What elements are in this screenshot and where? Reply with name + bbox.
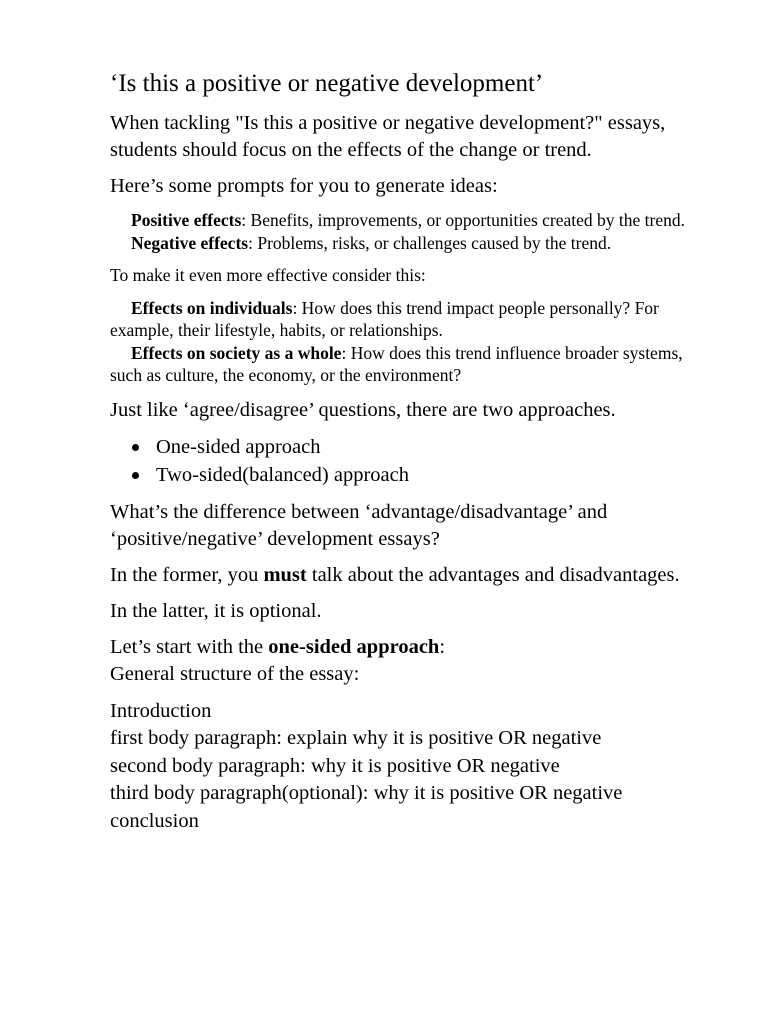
effects-list (110, 209, 708, 254)
prompts-intro: Here’s some prompts for you to generate ideas: (110, 175, 498, 197)
former-post: talk about the advantages and disadvantages. (306, 563, 680, 586)
former-paragraph (110, 562, 708, 589)
effect-term: Negative effects (131, 232, 249, 253)
bullet-icon (132, 472, 139, 479)
start-emphasis: one-sided approach (268, 635, 440, 658)
start-block (110, 634, 708, 689)
difference-question: What’s the difference between ‘advantage/disadvantage’ and ‘positive/negative’ development essays? (110, 500, 608, 550)
approach-label: Two-sided(balanced) approach (156, 463, 409, 486)
effect-term: Positive effects (131, 210, 242, 230)
list-item (130, 461, 708, 489)
effect-item-positive (110, 209, 708, 232)
approach-label: One-sided approach (156, 435, 321, 458)
considerations-list (110, 297, 708, 387)
structure-item: conclusion (110, 809, 199, 832)
structure-item: first body paragraph: explain why it is positive OR negative (110, 727, 602, 749)
consideration-text: : How does this trend impact people personally? For example, their lifestyle, habits, or relationships. (110, 297, 659, 340)
structure-item: Introduction (110, 699, 212, 722)
effect-text: : Benefits, improvements, or opportunities created by the trend. (241, 210, 686, 230)
former-emphasis: must (263, 563, 307, 586)
effect-text: : Problems, risks, or challenges caused by the trend. (248, 232, 612, 253)
consider-intro: To make it even more effective consider this: (110, 265, 426, 285)
essay-structure-list (110, 698, 708, 836)
consideration-term: Effects on individuals (131, 297, 293, 318)
consideration-text: : How does this trend influence broader systems, such as culture, the economy, or the environment? (110, 342, 683, 385)
consideration-term: Effects on society as a whole (131, 342, 342, 363)
structure-item: third body paragraph(optional): why it is positive OR negative (110, 782, 623, 804)
approaches-intro: Just like ‘agree/disagree’ questions, there are two approaches. (110, 398, 616, 421)
latter-paragraph: In the latter, it is optional. (110, 599, 322, 622)
effect-item-negative (110, 232, 708, 255)
structure-heading: General structure of the essay: (110, 663, 360, 685)
consideration-item-society (110, 342, 708, 387)
intro-paragraph: When tackling "Is this a positive or negative development?" essays, students should focus on the effects of the change or trend. (110, 112, 666, 161)
approaches-list (130, 433, 708, 489)
start-pre: Let’s start with the (110, 635, 269, 658)
start-line (110, 634, 708, 662)
start-post: : (439, 635, 446, 658)
bullet-icon (132, 444, 139, 451)
structure-item: second body paragraph: why it is positive OR negative (110, 754, 560, 777)
former-pre: In the former, you (110, 563, 264, 586)
list-item (130, 433, 708, 461)
consideration-item-individuals (110, 297, 708, 342)
document-title: ‘Is this a positive or negative development’ (110, 70, 544, 97)
